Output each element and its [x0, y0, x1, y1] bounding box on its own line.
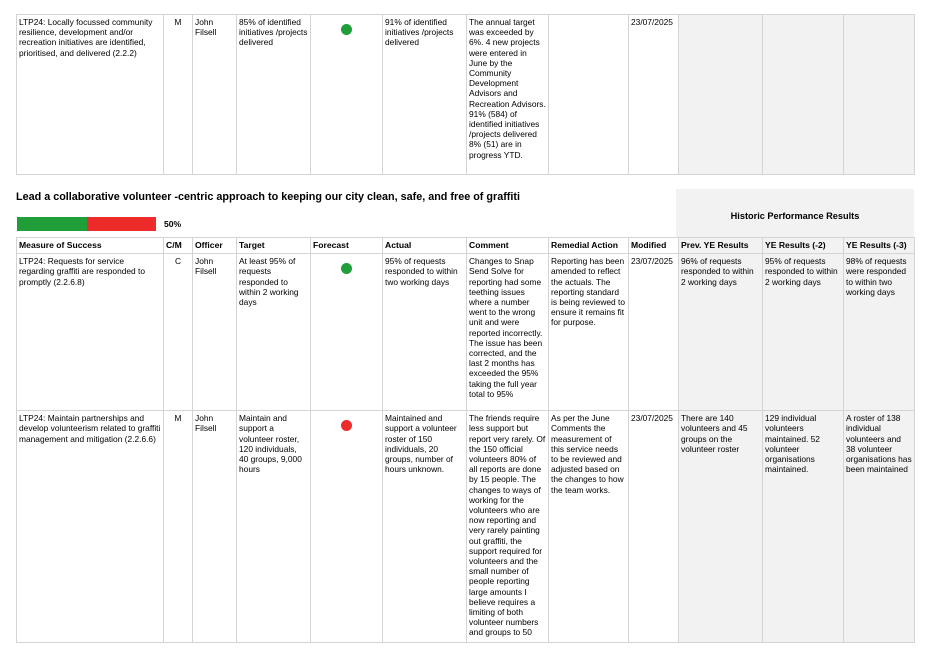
- comment-cell: The friends require less support but report very rarely. Of the 150 official volunteers 80% of all reports are done by 15 people. The changes to ways of working for the volunteers who are now reporting and very rarely painting out graffiti, the support required for volunteers and the small number of people reporting large amounts I believe requires a limiting of both volunteer numbers and groups to 50: [467, 411, 549, 643]
- progress-percent: 50%: [164, 219, 182, 229]
- cm-cell: M: [164, 15, 193, 175]
- target-cell: At least 95% of requests responded to within 2 working days: [237, 254, 311, 411]
- forecast-cell: [311, 15, 383, 175]
- officer-cell: John Filsell: [193, 254, 237, 411]
- ye3-cell: [844, 15, 915, 175]
- col-header-target: Target: [237, 238, 311, 254]
- target-cell: Maintain and support a volunteer roster, 120 individuals, 40 groups, 9,000 hours: [237, 411, 311, 643]
- ye3-cell: A roster of 138 individual volunteers and 38 volunteer organisations has been maintained: [844, 411, 915, 643]
- measure-cell: LTP24: Maintain partnerships and develop volunteerism related to graffiti management and mitigation (2.2.6.6): [17, 411, 164, 643]
- modified-cell: 23/07/2025: [629, 15, 679, 175]
- table-row: [17, 15, 915, 175]
- forecast-cell: [311, 411, 383, 643]
- measure-cell: LTP24: Requests for service regarding graffiti are responded to promptly (2.2.6.8): [17, 254, 164, 411]
- historic-results-label: Historic Performance Results: [730, 211, 860, 221]
- measures-table: [16, 237, 915, 643]
- cm-cell: C: [164, 254, 193, 411]
- comment-cell: Changes to Snap Send Solve for reporting had some teething issues where a number went to the wrong unit and were reported incorrectly. The issue has been corrected, and the last 2 months has exceeded the 95% taking the full year total to 95%: [467, 254, 549, 411]
- remedial-cell: [549, 15, 629, 175]
- modified-cell: 23/07/2025: [629, 254, 679, 411]
- col-header-actual: Actual: [383, 238, 467, 254]
- col-header-remedial: Remedial Action: [549, 238, 629, 254]
- table-row: [17, 254, 915, 411]
- prev-ye-cell: 96% of requests responded to within 2 working days: [679, 254, 763, 411]
- measure-cell: LTP24: Locally focussed community resilience, development and/or recreation initiatives are identified, prioritised, and delivered (2.2.2): [17, 15, 164, 175]
- target-cell: 85% of identified initiatives /projects delivered: [237, 15, 311, 175]
- col-header-cm: C/M: [164, 238, 193, 254]
- section-header: [16, 175, 914, 237]
- forecast-cell: [311, 254, 383, 411]
- historic-results-heading: [676, 189, 914, 237]
- forecast-status-dot: [341, 24, 352, 35]
- officer-cell: John Filsell: [193, 15, 237, 175]
- modified-cell: 23/07/2025: [629, 411, 679, 643]
- actual-cell: 95% of requests responded to within two working days: [383, 254, 467, 411]
- actual-cell: Maintained and support a volunteer roster of 150 individuals, 20 groups, number of hours unknown.: [383, 411, 467, 643]
- progress-bar-red: [87, 217, 157, 231]
- col-header-comment: Comment: [467, 238, 549, 254]
- remedial-cell: Reporting has been amended to reflect the actuals. The reporting standard is being reviewed to ensure it remains fit for purpose.: [549, 254, 629, 411]
- ye2-cell: [763, 15, 844, 175]
- report-sheet: [16, 14, 914, 643]
- progress-bar: [17, 217, 156, 231]
- remedial-cell: As per the June Comments the measurement of this service needs to be reviewed and adjusted based on the changes to how the team works.: [549, 411, 629, 643]
- col-header-prev-ye: Prev. YE Results: [679, 238, 763, 254]
- actual-cell: 91% of identified initiatives /projects delivered: [383, 15, 467, 175]
- top-table: [16, 14, 915, 175]
- header-row: [17, 238, 915, 254]
- col-header-measure: Measure of Success: [17, 238, 164, 254]
- ye2-cell: 95% of requests responded to within 2 working days: [763, 254, 844, 411]
- table-row: [17, 411, 915, 643]
- prev-ye-cell: There are 140 volunteers and 45 groups on the volunteer roster: [679, 411, 763, 643]
- forecast-status-dot: [341, 420, 352, 431]
- col-header-officer: Officer: [193, 238, 237, 254]
- cm-cell: M: [164, 411, 193, 643]
- section-title: Lead a collaborative volunteer -centric approach to keeping our city clean, safe, and free of graffiti: [16, 191, 520, 203]
- ye3-cell: 98% of requests were responded to within two working days: [844, 254, 915, 411]
- comment-cell: The annual target was exceeded by 6%. 4 new projects were entered in June by the Community Development Advisors and Recreation Advisors. 91% (584) of identified initiatives /projects delivered 8% (51) are in progress YTD.: [467, 15, 549, 175]
- prev-ye-cell: [679, 15, 763, 175]
- col-header-ye2: YE Results (-2): [763, 238, 844, 254]
- ye2-cell: 129 individual volunteers maintained. 52 volunteer organisations maintained.: [763, 411, 844, 643]
- col-header-modified: Modified: [629, 238, 679, 254]
- col-header-forecast: Forecast: [311, 238, 383, 254]
- forecast-status-dot: [341, 263, 352, 274]
- col-header-ye3: YE Results (-3): [844, 238, 915, 254]
- officer-cell: John Filsell: [193, 411, 237, 643]
- progress-bar-green: [17, 217, 87, 231]
